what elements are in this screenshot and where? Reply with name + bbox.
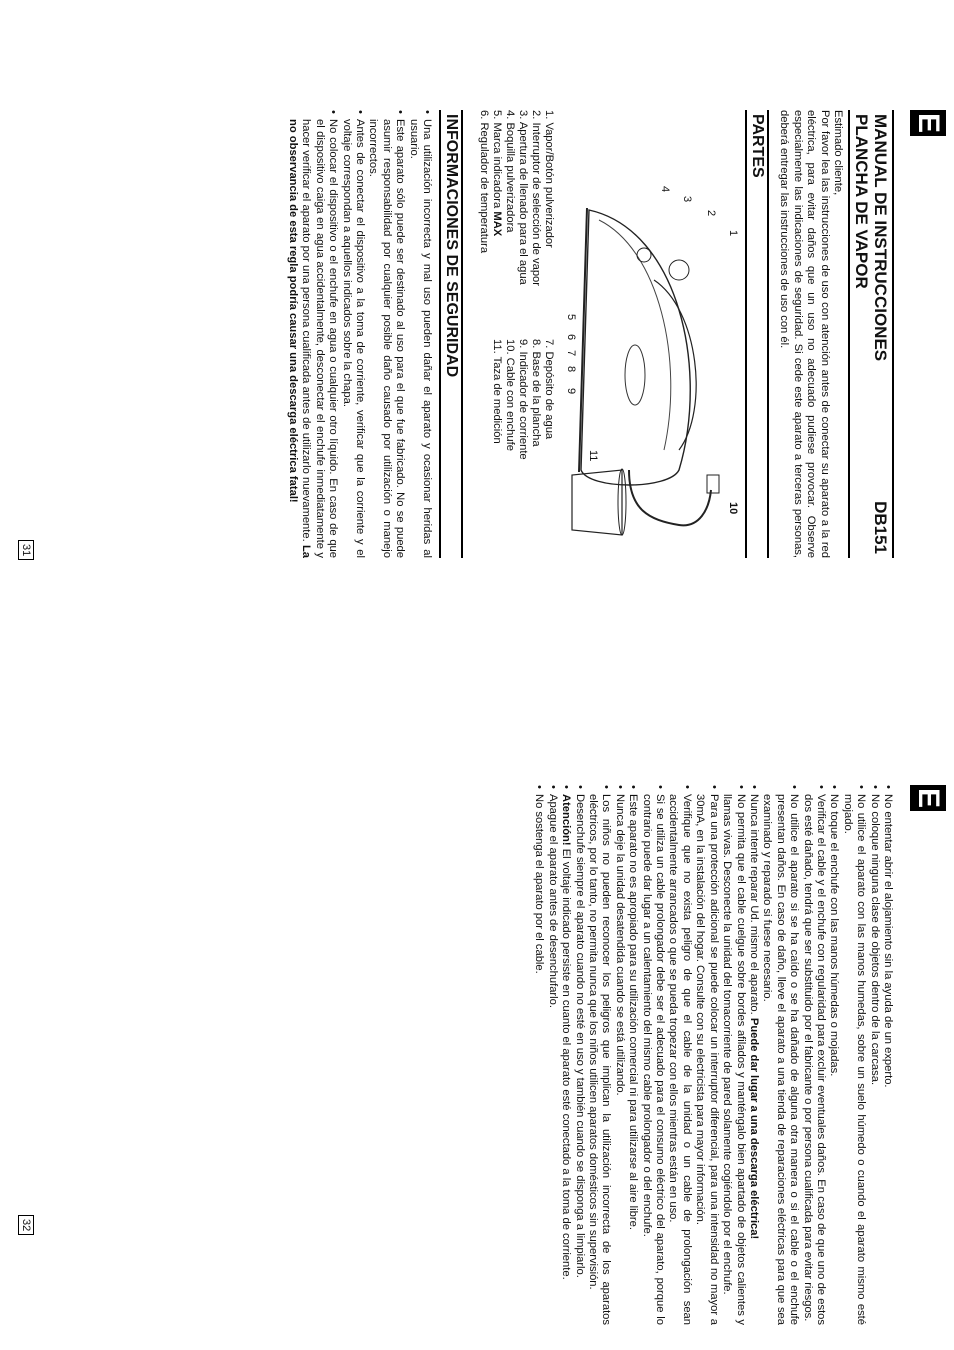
- parts-list-right: [477, 339, 555, 558]
- page-32-sheet: [0, 675, 954, 1350]
- safety-item-b1: • No permita que el cable cuelgue sobre bordes afilados y manténgalo bien apartado de objetos calientes y llamas vivas. Desconecte la unidad del tomacorriente de pared solamente cogiéndolo por el enchufe.: [720, 785, 747, 1325]
- fig-label-10: 10: [726, 502, 739, 515]
- safety-item-a6: • No utilice el aparato si se ha caído o se ha dañado de alguna otra manera o si el cable o el enchufe presentan daños. En caso de daño, lleve el aparato a una tienda de reparaciones eléctricas para que sea examinado y reparado si fuese necesario.: [760, 785, 800, 1325]
- part-3: 3. Apertura de llenado para el agua: [516, 110, 529, 285]
- safety-item-2: • Este aparato sólo puede ser destinado al uso para el que fue fabricado. No se puede asumir responsabilidad por cualquier posible daño causado por utilización o manejo incorrectos.: [366, 110, 406, 558]
- safety-item-a5: • Verificar el cable y el enchufe con regularidad para excluir eventuales daños. En caso de que uno de estos dos esté dañado, tendrá que ser substituido por el fabricante o por persona cualificada para evitar riesgos.: [800, 785, 827, 1325]
- fig-label-3: 3: [680, 196, 693, 203]
- fig-label-1: 1: [726, 230, 739, 237]
- fig-label-6: 6: [564, 334, 577, 341]
- part-7: 7. Depósito de agua: [542, 339, 555, 440]
- safety-list-continued: [532, 785, 894, 1325]
- attention-text: El voltaje indicado persiste en cuanto el aparato esté conectado a la toma de corriente.: [560, 845, 573, 1280]
- fig-label-5: 5: [564, 314, 577, 321]
- safety-item-4-bold: La no observancia de esta regla podría causar una descarga eléctrica fatal!: [286, 119, 313, 558]
- language-mark: E: [910, 110, 946, 136]
- left-column: [286, 110, 895, 558]
- parts-list-left: [477, 110, 555, 329]
- safety-heading: INFORMACIONES DE SEGURIDAD: [439, 110, 463, 558]
- safety-item-3: • Antes de conectar el dispositivo a la toma de corriente, verificar que la corriente y el voltaje correspondan a aquellos indicados sobre la chapa.: [339, 110, 366, 558]
- safety-item-4-text: No colocar el dispositivo o el enchufe en agua o cualquier otro líquido. En caso de que el dispositivo caiga en agua accidentalmente, desconectar el enchufe inmediatamente y hacer verificar el aparato por una persona cualificada antes de utilizarlo nuevamente.: [300, 119, 340, 558]
- safety-item-c1: • Apague el aparato antes de desenchufarlo.: [545, 785, 558, 1325]
- safety-item-b8: • Desenchufe siempre el aparato cuando no esté en uso y también cuando se disponga a limpiarlo.: [572, 785, 585, 1325]
- safety-item-b5: • Este aparato no es apropiado para su utilización comercial ni para utilizarse al aire libre.: [626, 785, 639, 1325]
- repair-text: Nunca intente reparar Ud. mismo el aparato.: [747, 794, 760, 1018]
- part-2: 2. Interruptor de selección de vapor: [529, 110, 542, 286]
- title-line-1: MANUAL DE INSTRUCCIONES: [871, 114, 890, 362]
- safety-item-a3: • No utilice el aparato con las manos humedas, sobre un suelo húmedo o cuando el aparato mismo esté mojado.: [840, 785, 867, 1325]
- manual-title: [848, 110, 894, 558]
- measuring-cup: [567, 465, 627, 545]
- intro-paragraph: Por favor lea las instrucciones de uso con atención antes de conectar su aparato a la red eléctrica, para evitar daños que un uso no adecuado pudiese provocar. Observe especialmente las indicaciones de seguridad. Si cede este aparato a terceras personas, deberá entregar las instrucciones de uso con él.: [778, 110, 831, 558]
- part-1: 1. Vapor/Botón pulverizador: [542, 110, 555, 248]
- safety-item-a1: • No ententar abrir el alojamiento sin la ayuda de un experto.: [881, 785, 894, 1325]
- safety-item-b3: • Verifique que no exista peligro de que el cable de la unidad o un cable de prolongación sean accidentalmente arrancados o que se pueda tropezar con ellos mientras están en uso.: [666, 785, 693, 1325]
- safety-item-b2: • Para una protección adicional se puede colocar un interruptor diferencial, para una intensidad no mayor a 30mA, en la instalación del hogar. Consulte con su electricista para mayor información.: [693, 785, 720, 1325]
- safety-item-1: • Una utilización incorrecta y mal uso pueden dañar el aparato y ocasionar heridas al usuario.: [406, 110, 433, 558]
- repair-bold: Puede dar lugar a una descarga eléctrica!: [747, 1017, 760, 1240]
- iron-figure: [561, 110, 739, 558]
- title-line-2: PLANCHA DE VAPOR: [852, 114, 871, 289]
- part-5-label: 5. Marca indicadora: [490, 110, 503, 212]
- part-10: 10. Cable con enchufe: [503, 339, 516, 451]
- fig-label-11: 11: [586, 450, 599, 462]
- safety-item-b7: • Los niños no pueden reconocer los peligros que implican la utilización incorrecta de los aparatos eléctricos, por lo tanto, no permita nunca que los niños utilicen aparatos domésticos sin supervisión.: [586, 785, 613, 1325]
- fig-label-8: 8: [564, 366, 577, 373]
- part-11: 11. Taza de medición: [490, 339, 503, 444]
- page-32-column: [532, 785, 894, 1325]
- model-number: DB151: [871, 501, 890, 554]
- safety-item-b4: • Si se utiliza un cable prolongador debe ser el adecuado para el consumo eléctrico del aparato, porque lo contrario puede dar lugar a un calentamiento del mismo cable prolongador o del enchufe.: [639, 785, 666, 1325]
- part-5: [490, 110, 503, 329]
- fig-label-4: 4: [658, 186, 671, 193]
- attention-bold: Atención!: [560, 794, 573, 846]
- language-mark: E: [910, 785, 946, 811]
- fig-label-9: 9: [564, 388, 577, 395]
- part-9: 9. Indicador de corriente: [516, 339, 529, 460]
- safety-item-a4: • No toque el enchufe con las manos húmedas o mojadas.: [827, 785, 840, 1325]
- page-number: 32: [18, 1215, 34, 1235]
- part-4: 4. Boquilla pulverizadora: [503, 110, 516, 233]
- page-32: [0, 675, 954, 1350]
- part-8: 8. Base de la plancha: [529, 339, 542, 447]
- safety-item-b6: • Nunca deje la unidad desatendida cuando se está utilizando.: [612, 785, 625, 1325]
- part-6: 6. Regulador de temperatura: [477, 110, 490, 254]
- part-5-max: MAX: [490, 211, 503, 237]
- page-number: 31: [18, 540, 34, 560]
- safety-item-4: [286, 110, 340, 558]
- safety-item-c2: • No sostenga el aparato por el cable.: [532, 785, 545, 1325]
- safety-item-a2: • No coloque ninguna clase de objetos dentro de la carcasa.: [867, 785, 880, 1325]
- greeting: Estimado cliente,: [832, 110, 844, 196]
- safety-list: [286, 110, 433, 558]
- safety-item-repair: [747, 785, 760, 1325]
- fig-label-2: 2: [704, 210, 717, 217]
- fig-label-7: 7: [564, 350, 577, 357]
- safety-item-attention: [559, 785, 572, 1325]
- parts-heading: PARTES: [745, 110, 769, 558]
- parts-list: [477, 110, 555, 558]
